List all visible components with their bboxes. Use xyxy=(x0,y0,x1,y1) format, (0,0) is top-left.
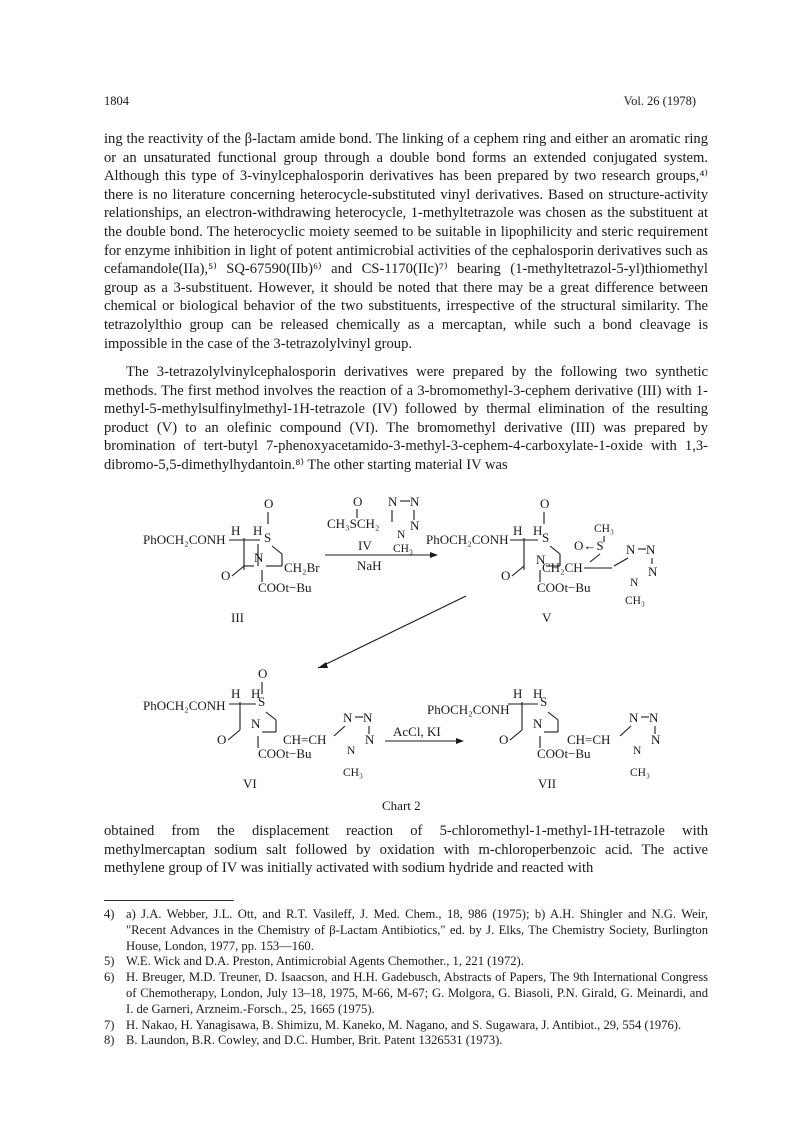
body-paragraph-1: ing the reactivity of the β-lactam amide bond. The linking of a cephem ring and either an aromatic ring or an unsaturated functional group through a double bond forms an extended conjugated system. Although this type of 3-vinylcephalosporin derivatives has been prepared by two research groups,⁴⁾ there is no literature concerning heterocycle-substituted vinyl derivatives. Based on structure-activity relationships, an electron-withdrawing heterocycle, 1-methyltetrazole was chosen as the substituent at the double bond. The heterocyclic moiety seemed to be suitable in lipophilicity and steric requirement for enzyme inhibition in light of potent antimicrobial activities of the cephalosporin derivatives such as cefamandole(IIa),⁵⁾ SQ-67590(IIb)⁶⁾ and CS-1170(IIc)⁷⁾ bearing (1-methyltetrazol-5-yl)thiomethyl group as a 3-substituent. However, it should be noted that there may be a great difference between chemical or biological behavior of the two substituents, irrespective of the structural similarity. The tetrazolylthio group can be released chemically as a mercaptan, while such a bond cleavage is impossible in the case of the 3-tetrazolylvinyl group. xyxy=(104,131,708,352)
svg-text:CH₃: CH₃ xyxy=(393,543,413,555)
svg-text:N: N xyxy=(630,577,639,589)
svg-text:H: H xyxy=(513,523,523,538)
svg-text:N: N xyxy=(410,518,420,533)
svg-text:H: H xyxy=(533,686,543,701)
svg-text:N: N xyxy=(343,710,353,725)
svg-text:N: N xyxy=(651,732,661,747)
body-paragraph-2: The 3-tetrazolylvinylcephalosporin derivatives were prepared by the following two synthetic methods. The first method involves the reaction of a 3-bromomethyl-3-cephem derivative (III) with 1-methyl-5-methylsulfinylmethyl-1H-tetrazole (IV) followed by thermal elimination of the resulting product (V) to an olefinic compound (VI). The bromomethyl derivative (III) was prepared by bromination of tert-butyl 7-phenoxyacetamido-3-methyl-3-cephem-4-carboxylate-1-oxide with 1,3-dibromo-5,5-dimethylhydantoin.⁸⁾ The other starting material IV was xyxy=(104,364,708,473)
svg-text:O: O xyxy=(353,494,363,509)
svg-text:N: N xyxy=(629,710,639,725)
svg-text:N: N xyxy=(251,716,261,731)
footnote-item: 6) H. Breuger, M.D. Treuner, D. Isaacson, and H.H. Gadebusch, Abstracts of Papers, The 9th International Congress of Chemotherapy, London, July 13–18, 1975, M-66, M-67; G. Molgora, G. Biasoli, P.N. Girald, G. Meinardi, and I. de Garneri, Arzneim.-Forsch., 25, 1665 (1975). xyxy=(104,970,708,1016)
sulfoxide-oxygen: O xyxy=(264,496,274,511)
svg-text:COOt−Bu: COOt−Bu xyxy=(537,580,591,595)
svg-text:CH₂CH: CH₂CH xyxy=(542,560,583,575)
svg-text:PhOCH₂CONH: PhOCH₂CONH xyxy=(143,698,226,713)
chart-caption: Chart 2 xyxy=(382,798,421,813)
svg-text:N: N xyxy=(626,542,636,557)
compound-III xyxy=(143,496,320,625)
journal-volume: Vol. 26 (1978) xyxy=(623,94,696,108)
svg-text:N: N xyxy=(649,710,659,725)
svg-text:CH=CH: CH=CH xyxy=(567,732,611,747)
svg-text:CH₃: CH₃ xyxy=(343,767,363,779)
svg-text:N: N xyxy=(363,710,373,725)
reagent-condition-2: AcCl, KI xyxy=(393,724,441,739)
svg-text:O: O xyxy=(221,568,231,583)
svg-text:N: N xyxy=(388,494,398,509)
svg-text:N: N xyxy=(347,745,356,757)
compound-VII xyxy=(427,686,661,791)
label-V: V xyxy=(542,610,552,625)
svg-text:N: N xyxy=(365,732,375,747)
footnote-item: 5) W.E. Wick and D.A. Preston, Antimicrobial Agents Chemother., 1, 221 (1972). xyxy=(104,954,524,969)
footnote-item: 4) a) J.A. Webber, J.L. Ott, and R.T. Vasileff, J. Med. Chem., 18, 986 (1975); b) A.H. Shingler and N.G. Weir, "Recent Advances in the Chemistry of β-Lactam Antibiotics," ed. by J. Elks, The Chemistry Society, Burlington House, London, 1977, pp. 153—160. xyxy=(104,907,708,953)
svg-text:O: O xyxy=(258,666,268,681)
footnote-divider xyxy=(104,900,234,901)
side-chain: PhOCH₂CONH xyxy=(143,532,226,547)
svg-text:N: N xyxy=(646,542,656,557)
svg-text:CH₃: CH₃ xyxy=(594,523,614,535)
svg-text:PhOCH₂CONH: PhOCH₂CONH xyxy=(427,702,510,717)
page-number: 1804 xyxy=(104,94,129,108)
svg-text:N: N xyxy=(536,552,546,567)
label-III: III xyxy=(231,610,244,625)
svg-text:H: H xyxy=(253,523,263,538)
reagent-IV xyxy=(325,494,438,573)
arrow-VI-to-VII xyxy=(385,724,464,744)
svg-text:S: S xyxy=(264,530,272,545)
svg-text:S: S xyxy=(542,530,550,545)
footnotes xyxy=(104,907,708,1049)
svg-text:H: H xyxy=(231,523,241,538)
svg-text:O: O xyxy=(499,732,509,747)
reaction-scheme xyxy=(0,490,793,820)
svg-text:N: N xyxy=(410,494,420,509)
bromomethyl: CH₂Br xyxy=(284,560,320,575)
svg-text:H: H xyxy=(251,686,261,701)
svg-text:N: N xyxy=(633,745,642,757)
label-VII: VII xyxy=(538,776,557,791)
svg-text:CH₃SCH₂: CH₃SCH₂ xyxy=(327,516,380,531)
arrow-V-to-VI xyxy=(318,596,466,668)
svg-text:O: O xyxy=(501,568,511,583)
svg-text:S: S xyxy=(258,694,266,709)
svg-text:N: N xyxy=(648,564,658,579)
svg-text:O←S: O←S xyxy=(574,538,604,553)
svg-text:PhOCH₂CONH: PhOCH₂CONH xyxy=(426,532,509,547)
svg-text:COOt−Bu: COOt−Bu xyxy=(537,746,591,761)
svg-text:N: N xyxy=(397,529,406,541)
svg-text:COOt−Bu: COOt−Bu xyxy=(258,580,312,595)
svg-text:O: O xyxy=(217,732,227,747)
reagent-condition: NaH xyxy=(357,558,382,573)
body-paragraph-3: obtained from the displacement reaction of 5-chloromethyl-1-methyl-1H-tetrazole with methylmercaptan sodium salt followed by oxidation with m-chloroperbenzoic acid. The active methylene group of IV was initially activated with sodium hydride and reacted with xyxy=(104,823,708,877)
footnote-item: 8) B. Laundon, B.R. Cowley, and D.C. Humber, Brit. Patent 1326531 (1973). xyxy=(104,1033,503,1048)
compound-V xyxy=(426,496,658,625)
svg-text:COOt−Bu: COOt−Bu xyxy=(258,746,312,761)
svg-text:CH₃: CH₃ xyxy=(630,767,650,779)
reagent-label: IV xyxy=(358,538,372,553)
svg-text:CH₃: CH₃ xyxy=(625,595,645,607)
svg-text:O: O xyxy=(540,496,550,511)
svg-text:H: H xyxy=(231,686,241,701)
svg-text:S: S xyxy=(540,694,548,709)
svg-text:CH=CH: CH=CH xyxy=(283,732,327,747)
svg-text:H: H xyxy=(513,686,523,701)
svg-text:H: H xyxy=(533,523,543,538)
footnote-item: 7) H. Nakao, H. Yanagisawa, B. Shimizu, M. Kaneko, M. Nagano, and S. Sugawara, J. Antibiot., 29, 554 (1976). xyxy=(104,1017,682,1032)
svg-text:N: N xyxy=(533,716,543,731)
svg-text:N: N xyxy=(254,550,264,565)
label-VI: VI xyxy=(243,776,257,791)
compound-VI xyxy=(143,666,375,791)
